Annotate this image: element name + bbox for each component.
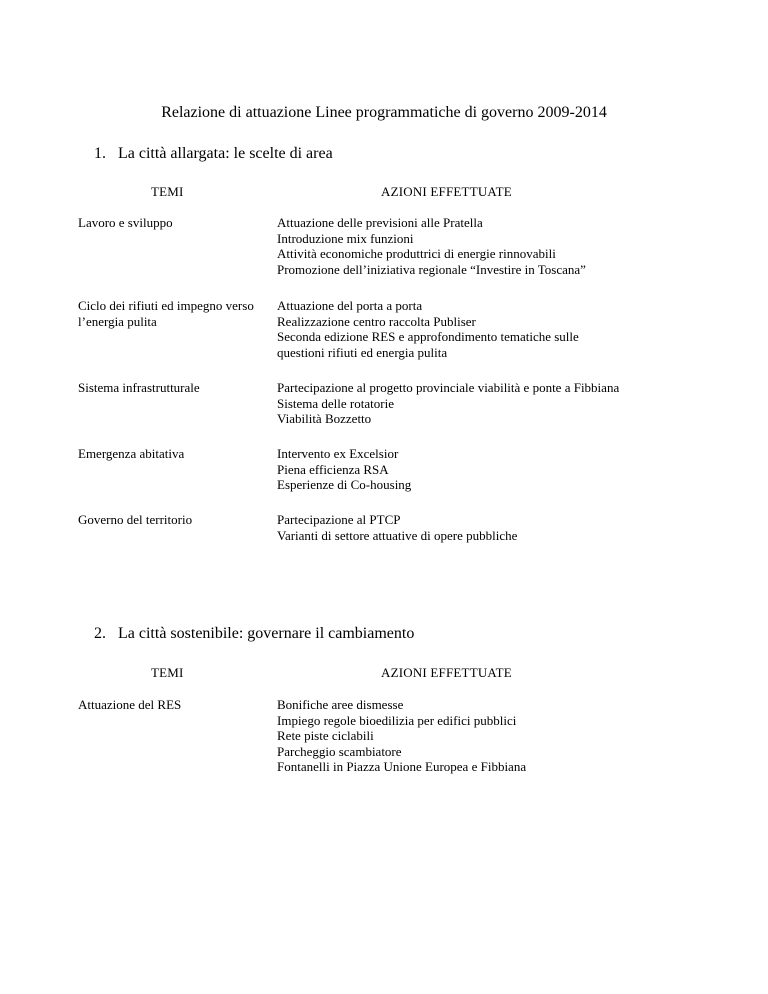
theme-cell: Emergenza abitativa xyxy=(78,446,185,461)
action-item: Attività economiche produttrici di energie rinnovabili xyxy=(277,246,556,261)
action-item: Partecipazione al progetto provinciale viabilità e ponte a Fibbiana xyxy=(277,380,620,395)
section-2-heading xyxy=(94,624,414,644)
actions-column-header: AZIONI EFFETTUATE xyxy=(381,184,512,199)
action-item: Fontanelli in Piazza Unione Europea e Fibbiana xyxy=(277,759,527,774)
action-item: Esperienze di Co-housing xyxy=(277,477,412,492)
theme-cell: Attuazione del RES xyxy=(78,697,182,712)
themes-column-header: TEMI xyxy=(151,184,184,199)
action-item: Introduzione mix funzioni xyxy=(277,230,414,246)
action-item: Bonifiche aree dismesse xyxy=(277,697,404,712)
theme-cell: Ciclo dei rifiuti ed impegno verso l’energia pulita xyxy=(78,298,254,329)
actions-cell xyxy=(277,697,697,775)
actions-column-header: AZIONI EFFETTUATE xyxy=(381,665,512,680)
themes-column-header: TEMI xyxy=(151,665,184,680)
section-heading-text: La città sostenibile: governare il cambiamento xyxy=(118,625,415,642)
action-item: Partecipazione al PTCP xyxy=(277,512,401,527)
section-number: 2. xyxy=(94,625,106,642)
actions-cell xyxy=(277,446,697,493)
actions-cell xyxy=(277,215,697,277)
action-item: Intervento ex Excelsior xyxy=(277,446,399,461)
action-item: Varianti di settore attuative di opere pubbliche xyxy=(277,527,518,543)
action-item: Attuazione delle previsioni alle Pratella xyxy=(277,215,483,230)
action-item: Rete piste ciclabili xyxy=(277,728,374,743)
theme-cell: Governo del territorio xyxy=(78,512,193,527)
actions-cell xyxy=(277,298,697,360)
theme-cell: Lavoro e sviluppo xyxy=(78,215,173,230)
section-1-heading xyxy=(94,144,333,164)
action-item: Seconda edizione RES e approfondimento tematiche sulle xyxy=(277,329,579,344)
action-item: Sistema delle rotatorie xyxy=(277,395,394,411)
action-item: questioni rifiuti ed energia pulita xyxy=(277,344,448,360)
action-item: Impiego regole bioedilizia per edifici pubblici xyxy=(277,712,517,728)
action-item: Promozione dell’iniziativa regionale “Investire in Toscana” xyxy=(277,261,586,277)
action-item: Parcheggio scambiatore xyxy=(277,743,402,759)
actions-cell xyxy=(277,380,697,427)
action-item: Realizzazione centro raccolta Publiser xyxy=(277,313,476,329)
section-number: 1. xyxy=(94,145,106,162)
action-item: Attuazione del porta a porta xyxy=(277,298,423,313)
theme-cell: Sistema infrastrutturale xyxy=(78,380,200,395)
action-item: Piena efficienza RSA xyxy=(277,461,389,477)
actions-cell xyxy=(277,512,697,543)
section-heading-text: La città allargata: le scelte di area xyxy=(118,145,333,162)
document-title: Relazione di attuazione Linee programmatiche di governo 2009-2014 xyxy=(161,104,607,121)
action-item: Viabilità Bozzetto xyxy=(277,411,372,426)
